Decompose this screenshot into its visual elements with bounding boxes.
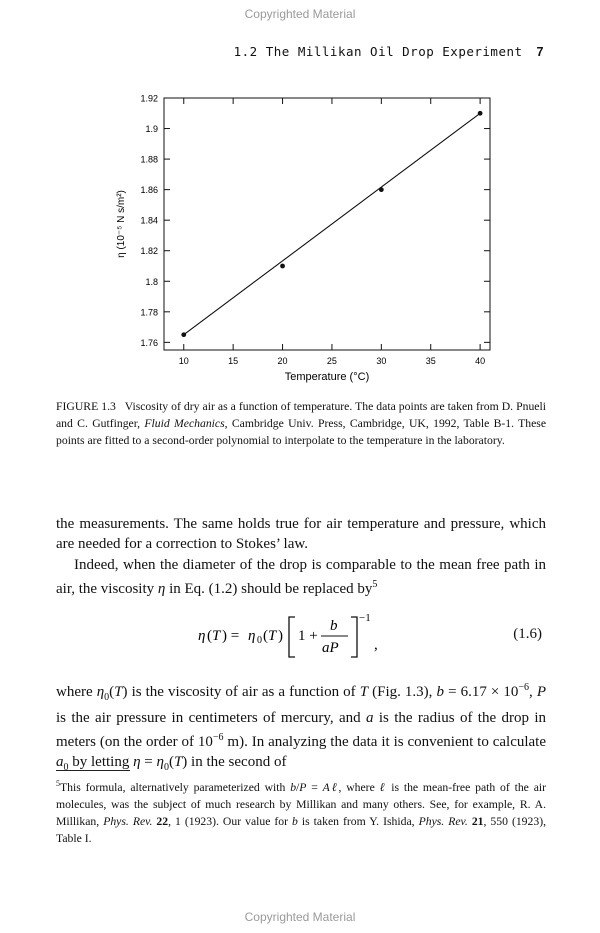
equation-body	[198, 605, 438, 665]
paragraph-1: the measurements. The same holds true for air temperature and pressure, which are needed for a correction to Stokes’ law.	[56, 516, 546, 552]
figure-caption	[56, 398, 546, 449]
equation-number: (1.6)	[513, 626, 542, 642]
p3-text-e: ,	[529, 684, 533, 700]
p3-text-j: in the second of	[191, 754, 287, 770]
svg-text:0: 0	[257, 635, 262, 646]
p3-text-b: is the viscosity of air as a function of	[131, 684, 356, 700]
y-tick-label: 1.9	[145, 124, 158, 135]
p3-text-c: (Fig. 1.3),	[372, 684, 433, 700]
svg-text:1 +: 1 +	[298, 628, 318, 644]
y-tick-label: 1.84	[140, 215, 158, 226]
caption-text-2: , Cambridge Univ. Press, Cambridge, UK, 1992, Table B-1. These points are fitted to a second-order polynomial to interpolate to the temperature in the laboratory.	[56, 417, 547, 447]
data-point	[379, 187, 384, 192]
x-tick-label: 30	[376, 356, 387, 366]
y-tick-label: 1.76	[140, 337, 158, 348]
data-point	[478, 111, 483, 116]
y-axis-label: η (10⁻⁵ N s/m²)	[116, 190, 127, 258]
fn-text-6: , 550 (1923), Table I.	[56, 814, 547, 845]
plot-frame	[164, 98, 490, 350]
x-tick-label: 20	[277, 356, 288, 366]
fn-text-2: , where	[338, 780, 375, 794]
data-point	[181, 332, 186, 337]
caption-text-1: Viscosity of dry air as a function of temperature. The data points are taken from D. Pnueli and C. Gutfinger,	[56, 400, 546, 430]
y-tick-label: 1.86	[140, 185, 158, 196]
x-tick-label: 35	[425, 356, 436, 366]
chart-layer	[116, 94, 490, 384]
x-tick-label: 25	[326, 356, 337, 366]
watermark-bottom: Copyrighted Material	[244, 910, 356, 924]
running-head	[234, 44, 544, 59]
x-tick-label: 15	[228, 356, 239, 366]
footnote-5: $^5$This formula, alternatively parameterized with b/P = Aℓ, where ℓ is the mean-free path of the air molecules, was the subject of much research by Millikan and many others. See, for example, R. A. Millikan, Phys. Rev. 22, 1 (1923). Our value for b is taken from Y. Ishida, Phys. Rev. 21, 550 (1923), Table I.	[56, 779, 547, 845]
caption-label: FIGURE 1.3	[56, 400, 116, 413]
viscosity-chart	[110, 88, 500, 388]
fn-text-1: This formula, alternatively parameterized with	[60, 780, 286, 794]
caption-book-title: Fluid Mechanics	[144, 417, 225, 430]
equation-1-6	[56, 605, 546, 665]
page-number: 7	[536, 45, 544, 59]
x-tick-label: 10	[178, 356, 189, 366]
svg-text:,: ,	[374, 637, 378, 653]
y-tick-label: 1.8	[145, 276, 158, 287]
data-point	[280, 264, 285, 269]
svg-text:T: T	[212, 628, 221, 644]
fn-text-4: , 1 (1923). Our value for	[168, 814, 289, 828]
fn-journal-1: Phys. Rev.	[103, 814, 153, 828]
y-tick-label: 1.92	[140, 93, 158, 104]
x-tick-label: 40	[475, 356, 486, 366]
p3-text-h: m). In analyzing the data it is convenient to calculate	[227, 734, 546, 750]
p3-text-d: = 6.17 × 10	[448, 684, 519, 700]
fn-text-5: is taken from Y. Ishida,	[301, 814, 415, 828]
svg-text:): )	[278, 628, 283, 644]
footnote-rule	[56, 770, 130, 771]
svg-text:T: T	[268, 628, 277, 644]
svg-text:b: b	[330, 618, 338, 634]
p3-text-g: is the radius of the drop in meters (on the order of 10	[56, 710, 546, 750]
paragraph-2: Indeed, when the diameter of the drop is comparable to the mean free path in air, the viscosity η in Eq. (1.2) should be replaced $by^5$	[56, 557, 546, 597]
paragraph-3: where $\eta_0(T)$ is the viscosity of air as a function of T (Fig. 1.3), $b = 6.17 \times 10^{-6}$, P is the air pressure in centimeters of mercury, and a is the radius of the drop in meters (on the order of $10^{-6}$ m). In analyzing the data it is convenient to calculate $a_0$ by letting $\eta = \eta_0(T)$ in the second of	[56, 682, 547, 773]
p3-text-i: by letting	[72, 754, 130, 770]
x-axis-label: Temperature (°C)	[284, 371, 370, 383]
watermark-top: Copyrighted Material	[244, 7, 356, 21]
fn-text-3: is the mean-free path of the air molecules, was the subject of much research by Millikan and many others. See, for example, R. A. Millikan,	[56, 780, 547, 828]
p3-text-a: where	[56, 684, 93, 700]
footnote-ref: 5	[372, 579, 378, 590]
y-tick-label: 1.78	[140, 307, 158, 318]
fn-journal-2: Phys. Rev.	[418, 814, 468, 828]
running-head-title: 1.2 The Millikan Oil Drop Experiment	[233, 44, 523, 59]
svg-text:(: (	[263, 628, 268, 644]
footnote-number: 5	[56, 779, 60, 788]
fit-line	[184, 113, 480, 334]
p3-text-f: is the air pressure in centimeters of mercury, and	[56, 710, 361, 726]
fn-volume-2: 21	[471, 814, 484, 828]
svg-text:η: η	[198, 628, 206, 644]
svg-text:η: η	[248, 628, 256, 644]
svg-text:−1: −1	[359, 612, 371, 624]
y-tick-label: 1.82	[140, 246, 158, 257]
fn-volume-1: 22	[156, 814, 169, 828]
svg-text:(: (	[207, 628, 212, 644]
p2-text-a: Indeed, when the diameter of the drop is comparable to the mean free path in air, the viscosity	[56, 557, 546, 597]
y-tick-label: 1.88	[140, 154, 158, 165]
svg-text:) =: ) =	[222, 628, 240, 644]
p2-text-b: in Eq. (1.2) should be replaced by	[169, 581, 373, 597]
svg-text:aP: aP	[322, 640, 339, 656]
